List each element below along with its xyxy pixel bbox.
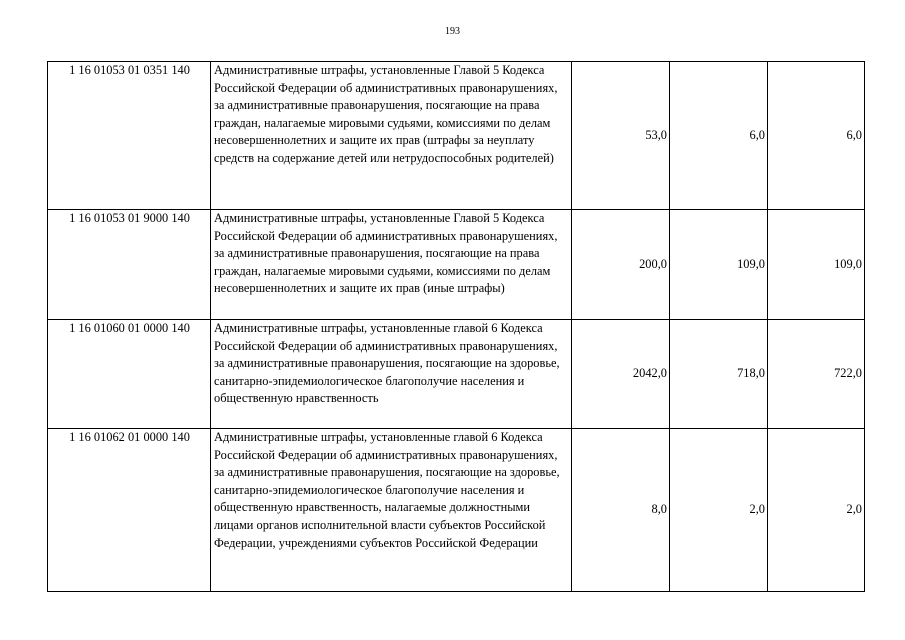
value-cell-1: 2042,0 [572, 320, 670, 429]
value-cell-3: 6,0 [768, 62, 865, 210]
budget-revenue-table [47, 61, 865, 592]
table-row [48, 210, 865, 320]
table-row [48, 62, 865, 210]
value-cell-2: 718,0 [670, 320, 768, 429]
value-cell-3: 2,0 [768, 429, 865, 592]
value-cell-2: 109,0 [670, 210, 768, 320]
description-cell: Административные штрафы, установленные Главой 5 Кодекса Российской Федерации об административных правонарушениях, за административные правонарушения, посягающие на права граждан, налагаемые мировыми судьями, комиссиями по делам несовершеннолетних и защите их прав (иные штрафы) [211, 210, 572, 320]
description-cell: Административные штрафы, установленные главой 6 Кодекса Российской Федерации об административных правонарушениях, за административные правонарушения, посягающие на здоровье, санитарно-эпидемиологическое благополучие населения и общественную нравственность [211, 320, 572, 429]
value-cell-1: 8,0 [572, 429, 670, 592]
budget-code-cell: 1 16 01060 01 0000 140 [48, 320, 211, 429]
page-number: 193 [445, 26, 460, 37]
value-cell-1: 200,0 [572, 210, 670, 320]
value-cell-1: 53,0 [572, 62, 670, 210]
table-row [48, 320, 865, 429]
budget-code-cell: 1 16 01053 01 0351 140 [48, 62, 211, 210]
value-cell-3: 109,0 [768, 210, 865, 320]
value-cell-3: 722,0 [768, 320, 865, 429]
value-cell-2: 2,0 [670, 429, 768, 592]
budget-code-cell: 1 16 01053 01 9000 140 [48, 210, 211, 320]
description-cell: Административные штрафы, установленные главой 6 Кодекса Российской Федерации об административных правонарушениях, за административные правонарушения, посягающие на здоровье, санитарно-эпидемиологическое благополучие населения и общественную нравственность, налагаемые должностными лицами органов исполнительной власти субъектов Российской Федерации, учреждениями субъектов Российской Федерации [211, 429, 572, 592]
value-cell-2: 6,0 [670, 62, 768, 210]
description-cell: Административные штрафы, установленные Главой 5 Кодекса Российской Федерации об административных правонарушениях, за административные правонарушения, посягающие на права граждан, налагаемые мировыми судьями, комиссиями по делам несовершеннолетних и защите их прав (штрафы за неуплату средств на содержание детей или нетрудоспособных родителей) [211, 62, 572, 210]
budget-code-cell: 1 16 01062 01 0000 140 [48, 429, 211, 592]
table-row [48, 429, 865, 592]
